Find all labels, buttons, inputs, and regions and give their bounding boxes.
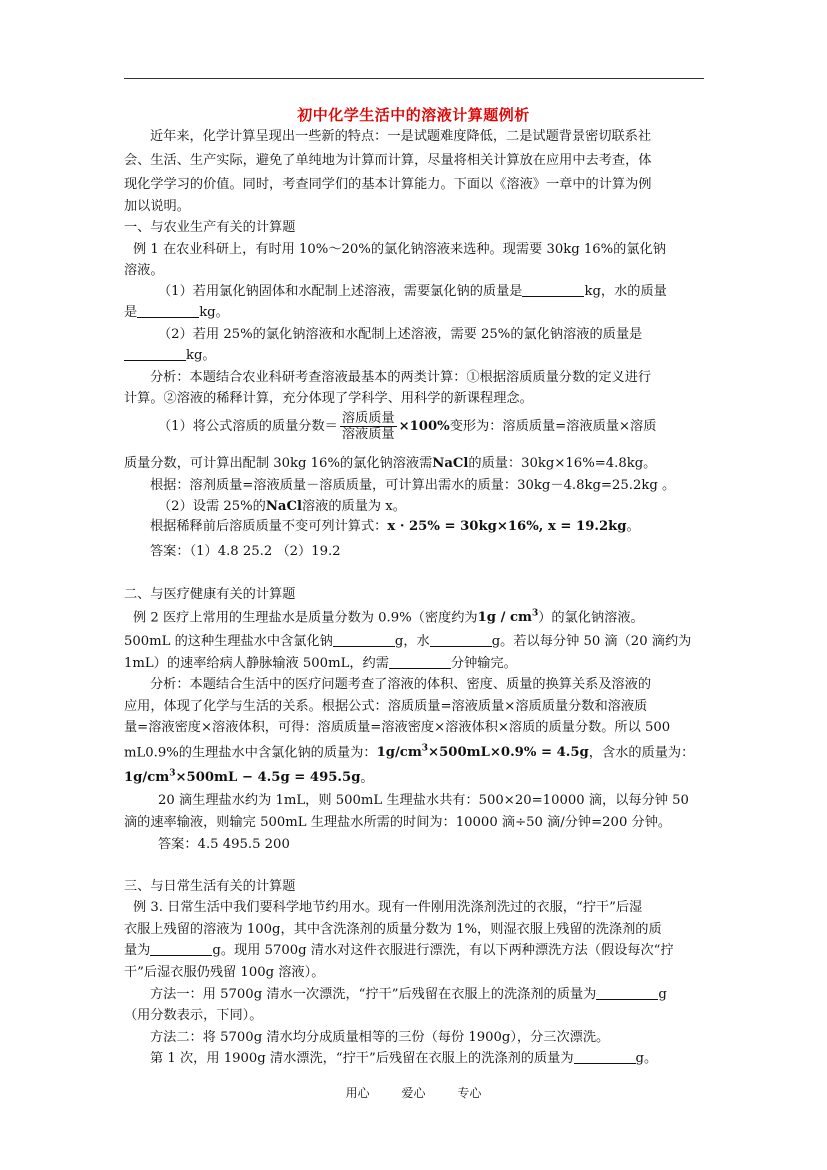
question-text: kg。 [186, 348, 216, 363]
formula-text: 变形为：溶质质量=溶液质量×溶质 [449, 419, 657, 434]
method-text-part: g [658, 987, 667, 1002]
question-line [124, 347, 216, 364]
equation: x · 25% = 30kg×16%, x = 19.2kg [387, 519, 627, 534]
section-heading: 三、与日常生活有关的计算题 [124, 879, 296, 894]
example-text-part: g。若以每分钟 50 滴（20 滴约为 [491, 634, 692, 649]
analysis-text [124, 766, 374, 786]
fraction [340, 411, 397, 442]
section-heading: 二、与医疗健康有关的计算题 [124, 587, 296, 602]
equation: $1g/cm^3\times 500mL\times 0.9\% = 4.5g$ [376, 744, 589, 761]
question-text: 是 [124, 305, 138, 320]
footer-item: 用心 [345, 1086, 370, 1100]
answer-blank [522, 284, 584, 297]
analysis-text: 根据：溶剂质量=溶液质量－溶质质量，可计算出需水的质量：30kg－4.8kg=25.2kg 。 [150, 478, 676, 493]
example-text: 干”后湿衣服仍残留 100g 溶液）。 [124, 965, 325, 980]
method-text-part: g。 [635, 1051, 658, 1066]
analysis-text-part: ，含水的质量为： [588, 745, 695, 761]
analysis-text: 分析：本题结合生活中的医疗问题考查了溶液的体积、密度、质量的换算关系及溶液的 [150, 677, 652, 692]
example-text [124, 655, 517, 672]
method-text [150, 986, 667, 1003]
unit-text: 1g / cm [477, 610, 532, 626]
footer-item: 专心 [457, 1086, 482, 1100]
example-text: 溶液。 [124, 263, 164, 278]
answer-blank [150, 943, 212, 956]
analysis-text-part: mL0.9%的生理盐水中含氯化钠的质量为： [124, 745, 377, 761]
equation-part: 1g/cm [376, 745, 422, 761]
example-text: 例 1 在农业科研上，有时用 10%～20%的氯化钠溶液来选种。现需要 30kg 16%的氯化钠 [133, 242, 666, 257]
analysis-text: 滴的速率输液，则输完 500mL 生理盐水所需的时间为：10000 滴÷50 滴/分钟=200 分钟。 [124, 815, 672, 830]
analysis-text-part: 质量分数，可计算出配制 30kg 16%的氯化钠溶液需 [124, 456, 433, 471]
analysis-text [124, 741, 694, 761]
header-rule [124, 78, 704, 79]
answer-blank [389, 656, 451, 669]
page-footer [0, 1084, 827, 1101]
analysis-text-part: 。 [626, 519, 640, 534]
analysis-text-part: （2）设需 25%的 [158, 499, 266, 514]
example-text-part: 1mL）的速率给病人静脉输液 500mL，约需 [124, 656, 389, 671]
intro-line: 现化学学习的价值。同时，考查同学们的基本计算能力。下面以《溶液》一章中的计算为例 [124, 177, 652, 192]
analysis-text: 分析：本题结合农业科研考查溶液最基本的两类计算：①根据溶质质量分数的定义进行 [150, 370, 652, 385]
nacl-formula: NaCl [432, 456, 469, 471]
equation-part: ×500mL×0.9% = 4.5g [428, 745, 589, 761]
analysis-text-part: 溶液的质量为 x。 [301, 499, 406, 514]
equation-part: ×500mL − 4.5g = 495.5g [175, 770, 361, 786]
footer-item: 爱心 [401, 1086, 426, 1100]
equation-part: 1g/cm [124, 770, 170, 786]
equation: $1g/cm^3\times 500mL - 4.5g = 495.5g$ [124, 769, 361, 786]
example-text: 衣服上残留的溶液为 100g，其中含洗涤剂的质量分数为 1%，则湿衣服上残留的洗涤剂的质 [124, 922, 662, 937]
page-title: 初中化学生活中的溶液计算题例析 [297, 106, 530, 124]
answer-blank [333, 634, 395, 647]
question-line: （2）若用 25%的氯化钠溶液和水配制上述溶液，需要 25%的氯化钠溶液的质量是 [158, 327, 643, 342]
analysis-text-part: 根据稀释前后溶质质量不变可列计算式： [150, 519, 388, 534]
answer-blank [574, 1051, 636, 1064]
answer-blank [596, 987, 658, 1000]
question-text: （1）若用氯化钠固体和水配制上述溶液，需要氯化钠的质量是 [158, 284, 523, 299]
fraction-denominator: 溶液质量 [341, 427, 395, 442]
question-text: kg，水的质量 [584, 284, 667, 299]
answer-blank [137, 305, 199, 318]
question-text: kg。 [199, 305, 229, 320]
analysis-text [124, 455, 656, 472]
formula-line [158, 410, 656, 444]
example-text: 例 3. 日常生活中我们要科学地节约用水。现有一件刚用洗涤剂洗过的衣服，“拧干”后湿 [133, 900, 643, 915]
example-text-part: g。现用 5700g 清水对这件衣服进行漂洗，有以下两种漂洗方法（假设每次“拧 [212, 943, 674, 958]
analysis-text-part: 。 [360, 770, 374, 786]
method-text-part: 方法一：用 5700g 清水一次漂洗，“拧干”后残留在衣服上的洗涤剂的质量为 [150, 987, 597, 1002]
analysis-text: 量=溶液密度×溶液体积，可得：溶质质量=溶液密度×溶液体积×溶质的质量分数。所以 500 [124, 720, 671, 735]
analysis-text [158, 498, 406, 515]
example-text-part: 500mL 的这种生理盐水中含氯化钠 [124, 634, 333, 649]
answer-line: 答案：（1）4.8 25.2 （2）19.2 [150, 544, 341, 559]
intro-line: 近年来，化学计算呈现出一些新的特点：一是试题难度降低，二是试题背景密切联系社 [150, 129, 652, 144]
analysis-text-part: 的质量：30kg×16%=4.8kg。 [468, 456, 657, 471]
method-text [150, 1050, 657, 1067]
nacl-formula: NaCl [265, 499, 302, 514]
section-heading: 一、与农业生产有关的计算题 [124, 220, 296, 235]
question-line [124, 304, 229, 321]
analysis-text: 应用，体现了化学与生活的关系。根据公式：溶质质量=溶液质量×溶质质量分数和溶液质 [124, 699, 648, 714]
example-text-part: ）的氯化钠溶液。 [538, 610, 644, 626]
example-text-part: 例 2 医疗上常用的生理盐水是质量分数为 0.9%（密度约为 [133, 610, 478, 626]
intro-line: 会、生活、生产实际，避免了单纯地为计算而计算，尽量将相关计算放在应用中去考查，体 [124, 153, 652, 168]
formula-times: ×100% [398, 419, 450, 434]
answer-blank [124, 348, 186, 361]
analysis-text: 20 滴生理盐水约为 1mL，则 500mL 生理盐水共有：500×20=10000 滴，以每分钟 50 [158, 793, 689, 808]
method-text: （用分数表示，下同）。 [124, 1008, 263, 1023]
example-text-part: 量为 [124, 943, 151, 958]
analysis-text [150, 518, 640, 535]
example-text-part: 分钟输完。 [450, 656, 517, 671]
answer-line: 答案：4.5 495.5 200 [158, 837, 290, 852]
density-unit: $1g / cm^3$ [477, 609, 539, 626]
example-text [124, 942, 674, 959]
intro-line: 加以说明。 [124, 199, 190, 214]
example-text [124, 633, 691, 650]
fraction-numerator: 溶质质量 [341, 411, 395, 426]
method-text: 方法二：将 5700g 清水均分成质量相等的三份（每份 1900g），分三次漂洗。 [150, 1030, 610, 1045]
method-text-part: 第 1 次，用 1900g 清水漂洗，“拧干”后残留在衣服上的洗涤剂的质量为 [150, 1051, 574, 1066]
question-line [158, 283, 667, 300]
analysis-text: 计算。②溶液的稀释计算，充分体现了学科学、用科学的新课程理念。 [124, 391, 533, 406]
example-text-part: g，水 [394, 634, 430, 649]
answer-blank [430, 634, 492, 647]
formula-text: （1）将公式溶质的质量分数＝ [158, 419, 338, 434]
example-text [133, 606, 644, 626]
